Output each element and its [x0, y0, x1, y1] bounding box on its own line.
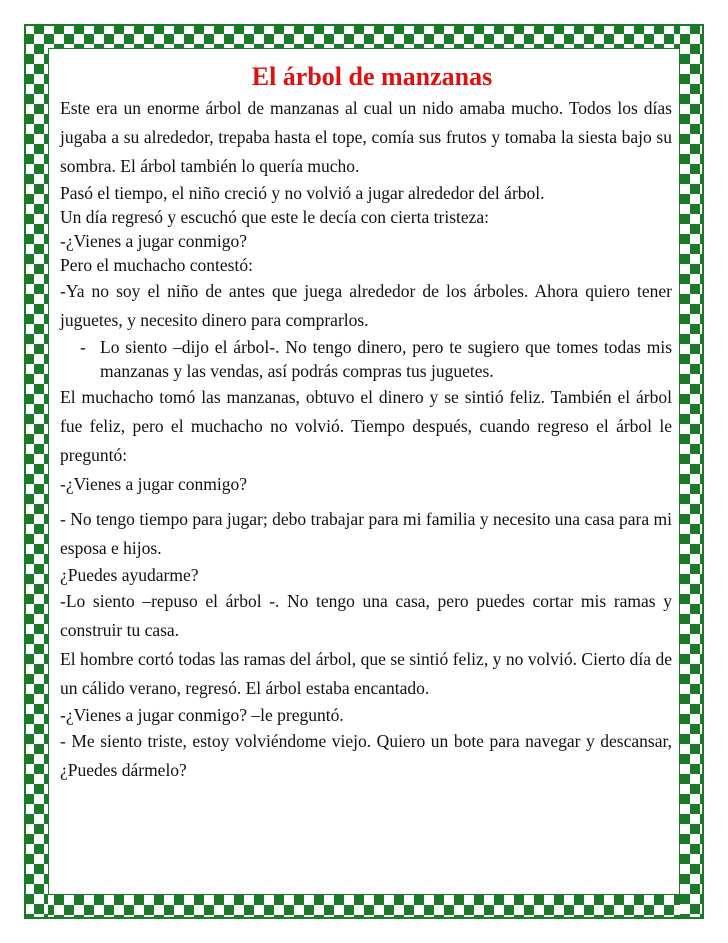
story-paragraph: - Me siento triste, estoy volviéndome viejo. Quiero un bote para navegar y descansar, ¿Puedes dármelo? [60, 731, 672, 780]
list-item-text: Lo siento –dijo el árbol-. No tengo dinero, pero te sugiero que tomes todas mis manzanas y las vendas, así podrás compras tus juguetes. [100, 337, 672, 381]
story-paragraph: El muchacho tomó las manzanas, obtuvo el dinero y se sintió feliz. También el árbol fue feliz, pero el muchacho no volvió. Tiempo después, cuando regreso el árbol le preguntó: [60, 387, 672, 465]
story-paragraph: -Lo siento –repuso el árbol -. No tengo una casa, pero puedes cortar mis ramas y construir tu casa. [60, 591, 672, 640]
list-dash: - [80, 337, 86, 357]
decorative-border-left [24, 24, 48, 919]
story-paragraph: El hombre cortó todas las ramas del árbol, que se sintió feliz, y no volvió. Cierto día de un cálido verano, regresó. El árbol estaba encantado. [60, 649, 672, 698]
story-paragraph: -Ya no soy el niño de antes que juega alrededor de los árboles. Ahora quiero tener juguetes, y necesito dinero para comprarlos. [60, 281, 672, 330]
story-paragraph: Pasó el tiempo, el niño creció y no volvió a jugar alrededor del árbol. [60, 183, 545, 203]
story-list-item [80, 335, 672, 383]
decorative-border-right [680, 24, 704, 919]
story-paragraph: ¿Puedes ayudarme? [60, 565, 199, 585]
decorative-border-top [24, 24, 704, 48]
story-paragraph: - No tengo tiempo para jugar; debo trabajar para mi familia y necesito una casa para mi esposa e hijos. [60, 509, 672, 558]
story-content [60, 62, 672, 785]
decorative-border-bottom [24, 895, 704, 919]
story-paragraph: Pero el muchacho contestó: [60, 255, 253, 275]
story-paragraph: -¿Vienes a jugar conmigo? [60, 231, 247, 251]
story-paragraph: -¿Vienes a jugar conmigo? –le preguntó. [60, 705, 344, 725]
story-paragraph: -¿Vienes a jugar conmigo? [60, 474, 247, 494]
story-paragraph: Este era un enorme árbol de manzanas al cual un nido amaba mucho. Todos los días jugaba a su alrededor, trepaba hasta el tope, comía sus frutos y tomaba la siesta bajo su sombra. El árbol también lo quería mucho. [60, 98, 672, 176]
story-paragraph: Un día regresó y escuchó que este le decía con cierta tristeza: [60, 207, 490, 227]
story-title: El árbol de manzanas [251, 62, 493, 91]
